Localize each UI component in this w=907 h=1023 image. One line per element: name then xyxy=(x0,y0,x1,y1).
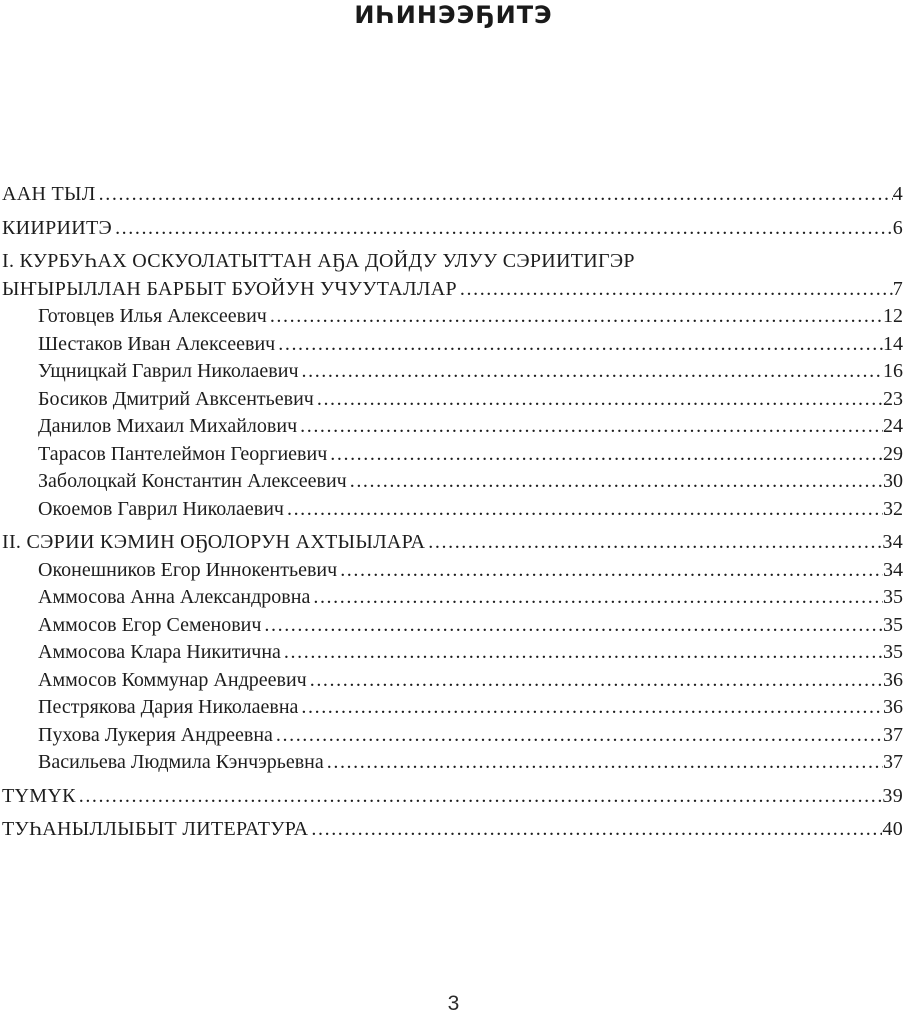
toc-entry-page: 37 xyxy=(883,723,903,746)
toc-entry xyxy=(2,667,903,695)
toc-entry-label: Оконешников Егор Иннокентьевич xyxy=(38,558,338,581)
toc-entry-page: 14 xyxy=(883,332,903,355)
dot-leader xyxy=(310,667,883,695)
toc-entry xyxy=(2,303,903,331)
dot-leader xyxy=(350,468,883,496)
toc-entry xyxy=(2,722,903,750)
toc-entry-page: 34 xyxy=(882,531,903,553)
toc-entry xyxy=(2,441,903,469)
dot-leader xyxy=(340,557,883,585)
dot-leader xyxy=(313,584,883,612)
toc-entry-label: I. КУРБУҺАХ ОСКУОЛАТЫТТАН АҔА ДОЙДУ УЛУУ СЭРИИТИГЭР xyxy=(2,250,635,272)
toc-entry-page: 35 xyxy=(883,586,903,608)
toc-entry-page: 4 xyxy=(892,183,903,205)
toc-entry xyxy=(2,248,903,276)
toc-entry xyxy=(2,358,903,386)
toc-entry-page: 16 xyxy=(883,360,903,382)
dot-leader xyxy=(284,639,883,667)
toc-entry-label: Окоемов Гаврил Николаевич xyxy=(38,497,284,520)
toc-entry xyxy=(2,529,903,557)
toc-entry-label: ТҮМҮК xyxy=(2,784,76,807)
toc-entry-page: 30 xyxy=(883,470,903,492)
dot-leader xyxy=(99,181,893,209)
toc-entry xyxy=(2,386,903,414)
toc-entry-label: ТУҺАНЫЛЛЫБЫТ ЛИТЕРАТУРА xyxy=(2,818,309,840)
toc-list xyxy=(2,175,903,844)
dot-leader xyxy=(428,529,882,557)
toc-entry-page: 36 xyxy=(883,668,903,691)
toc-entry xyxy=(2,639,903,667)
toc-entry xyxy=(2,749,903,777)
toc-entry xyxy=(2,181,903,209)
toc-entry-continuation xyxy=(2,276,903,304)
toc-entry xyxy=(2,612,903,640)
toc-entry xyxy=(2,557,903,585)
dot-leader xyxy=(330,441,883,469)
page-number: 3 xyxy=(447,992,460,1015)
toc-entry xyxy=(2,413,903,441)
dot-leader xyxy=(317,386,883,414)
dot-leader xyxy=(327,749,883,777)
dot-leader xyxy=(302,358,884,386)
dot-leader xyxy=(460,276,893,304)
toc-entry-label: Ущницкай Гаврил Николаевич xyxy=(38,360,299,382)
toc-entry-page: 7 xyxy=(892,277,903,300)
dot-leader xyxy=(300,413,883,441)
toc-entry-label: Васильева Людмила Кэнчэрьевна xyxy=(38,751,324,773)
toc-entry-label: Заболоцкай Константин Алексеевич xyxy=(38,470,347,492)
toc-entry-label: Готовцев Илья Алексеевич xyxy=(38,305,267,327)
toc-entry-label: Данилов Михаил Михайлович xyxy=(38,415,298,437)
toc-entry-page: 12 xyxy=(883,305,903,327)
toc-entry xyxy=(2,331,903,359)
toc-entry-label: Аммосов Коммунар Андреевич xyxy=(38,668,307,691)
toc-entry xyxy=(2,215,903,243)
toc-entry-label: Аммосов Егор Семенович xyxy=(38,613,262,636)
dot-leader xyxy=(301,694,883,722)
toc-entry-page: 35 xyxy=(883,613,903,636)
dot-leader xyxy=(311,816,882,844)
toc-entry-label: Тарасов Пантелеймон Георгиевич xyxy=(38,442,328,465)
toc-entry xyxy=(2,816,903,844)
toc-entry-label: ААН ТЫЛ xyxy=(2,183,96,205)
toc-entry xyxy=(2,584,903,612)
toc-entry xyxy=(2,694,903,722)
toc-entry-page: 24 xyxy=(883,415,903,437)
dot-leader xyxy=(270,303,883,331)
toc-entry-page: 6 xyxy=(892,216,903,239)
dot-leader xyxy=(278,331,883,359)
toc-entry-label: Босиков Дмитрий Авксентьевич xyxy=(38,387,314,410)
toc-entry-label: Аммосова Клара Никитична xyxy=(38,641,281,663)
dot-leader xyxy=(276,722,883,750)
dot-leader xyxy=(115,215,893,243)
toc-entry-label: ЫҤЫРЫЛЛАН БАРБЫТ БУОЙУН УЧУУТАЛЛАР xyxy=(2,277,457,300)
toc-entry-page: 23 xyxy=(883,387,903,410)
dot-leader xyxy=(79,783,883,811)
toc-entry-label: Пухова Лукерия Андреевна xyxy=(38,723,273,746)
toc-entry-label: КИИРИИТЭ xyxy=(2,216,113,239)
toc-entry-label: Аммосова Анна Александровна xyxy=(38,586,311,608)
toc-entry-page: 32 xyxy=(883,497,903,520)
toc-entry-page: 37 xyxy=(883,751,903,773)
toc-entry-page: 35 xyxy=(883,641,903,663)
toc-entry-page: 36 xyxy=(883,696,903,718)
dot-leader xyxy=(264,612,883,640)
page-title: ИҺИНЭЭҔИТЭ xyxy=(354,1,553,29)
toc-entry-page: 40 xyxy=(882,818,903,840)
toc-entry xyxy=(2,468,903,496)
toc-entry xyxy=(2,496,903,524)
dot-leader xyxy=(287,496,883,524)
toc-entry-label: II. СЭРИИ КЭМИН ОҔОЛОРУН АХТЫЫЛАРА xyxy=(2,531,426,553)
toc-entry-page: 34 xyxy=(883,558,903,581)
toc-entry-label: Пестрякова Дария Николаевна xyxy=(38,696,299,718)
toc-entry-page: 29 xyxy=(883,442,903,465)
toc-entry-label: Шестаков Иван Алексеевич xyxy=(38,332,276,355)
toc-entry-page: 39 xyxy=(882,784,903,807)
toc-entry xyxy=(2,783,903,811)
